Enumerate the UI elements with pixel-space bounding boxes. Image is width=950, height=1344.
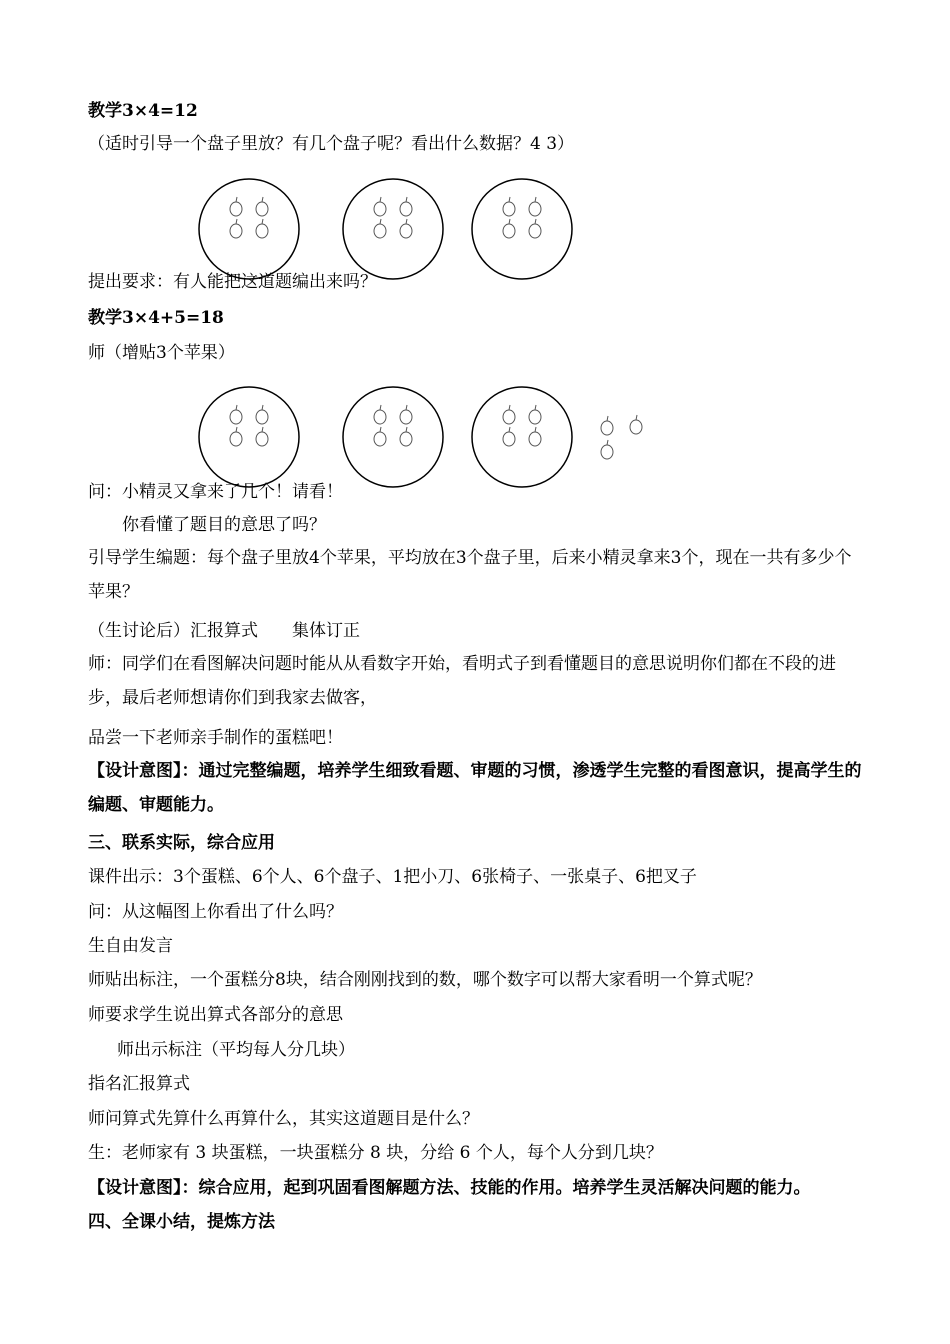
guide-compose-problem: 引导学生编题：每个盘子里放4个苹果，平均放在3个盘子里，后来小精灵拿来3个，现在一共有多少个苹果？ xyxy=(88,548,852,602)
design-intent-2: 【设计意图】：综合应用，起到巩固看图解题方法、技能的作用。培养学生灵活解决问题的能力。 xyxy=(88,1178,811,1198)
plate xyxy=(343,179,443,279)
apple-plates-group xyxy=(199,179,572,279)
apple-icon xyxy=(374,405,386,424)
report-formula-named: 指名汇报算式 xyxy=(88,1074,190,1094)
apple-icon xyxy=(374,219,386,238)
plate xyxy=(472,179,572,279)
apple-icon xyxy=(529,219,541,238)
apple-icon xyxy=(230,197,242,216)
teacher-ask-parts: 师要求学生说出算式各部分的意思 xyxy=(88,1005,343,1025)
teacher-show-label: 师出示标注（平均每人分几块） xyxy=(117,1040,355,1060)
apple-icon xyxy=(601,440,613,459)
plate xyxy=(199,179,299,279)
extra-apples xyxy=(601,415,642,459)
request-text: 提出要求：有人能把这道题编出来吗？ xyxy=(88,272,377,292)
apple-icon xyxy=(400,197,412,216)
apple-icon xyxy=(230,219,242,238)
students-speak: 生自由发言 xyxy=(88,936,173,956)
plate xyxy=(199,387,299,487)
apple-icon xyxy=(529,405,541,424)
question-understand: 你看懂了题目的意思了吗？ xyxy=(122,515,326,535)
apple-plates-group xyxy=(199,387,642,487)
section-three-heading: 三、联系实际，综合应用 xyxy=(88,833,275,853)
section-four-heading: 四、全课小结，提炼方法 xyxy=(88,1212,275,1232)
apple-icon xyxy=(503,197,515,216)
apple-icon xyxy=(630,415,642,434)
apple-icon xyxy=(256,219,268,238)
guide-question: （适时引导一个盘子里放？有几个盘子呢？看出什么数据？4 3） xyxy=(88,134,575,154)
plates-figure-1 xyxy=(0,172,950,282)
apple-icon xyxy=(256,405,268,424)
apple-icon xyxy=(601,416,613,435)
apple-icon xyxy=(400,405,412,424)
apple-icon xyxy=(529,427,541,446)
apple-icon xyxy=(230,405,242,424)
apple-icon xyxy=(503,219,515,238)
question-picture: 问：从这幅图上你看出了什么吗？ xyxy=(88,902,343,922)
heading-teach-3x4-plus-5: 教学3×4+5=18 xyxy=(88,308,224,328)
apple-icon xyxy=(503,427,515,446)
question-elf: 问：小精灵又拿来了几个！请看！ xyxy=(88,482,343,502)
cake-invite: 品尝一下老师亲手制作的蛋糕吧！ xyxy=(88,728,343,748)
apple-icon xyxy=(374,197,386,216)
heading-teach-3x4: 教学3×4=12 xyxy=(88,101,198,121)
plate xyxy=(343,387,443,487)
teacher-label: 师贴出标注，一个蛋糕分8块，结合刚刚找到的数，哪个数字可以帮大家看明一个算式呢？ xyxy=(88,970,762,990)
apple-icon xyxy=(503,405,515,424)
plate xyxy=(472,387,572,487)
plates-figure-2 xyxy=(0,380,950,490)
apple-icon xyxy=(256,427,268,446)
teacher-summary: 师：同学们在看图解决问题时能从从看数字开始，看明式子到看懂题目的意思说明你们都在不段的进步，最后老师想请你们到我家去做客， xyxy=(88,654,836,708)
teacher-ask-order: 师问算式先算什么再算什么，其实这道题目是什么？ xyxy=(88,1109,479,1129)
apple-icon xyxy=(400,219,412,238)
student-answer: 生：老师家有 3 块蛋糕，一块蛋糕分 8 块，分给 6 个人，每个人分到几块？ xyxy=(88,1143,663,1163)
apple-icon xyxy=(256,197,268,216)
design-intent-1: 【设计意图】：通过完整编题，培养学生细致看题、审题的习惯，渗透学生完整的看图意识，提高学生的编题、审题能力。 xyxy=(88,761,862,815)
report-formula: （生讨论后）汇报算式 集体订正 xyxy=(88,621,360,641)
courseware-display: 课件出示：3个蛋糕、6个人、6个盘子、1把小刀、6张椅子、一张桌子、6把叉子 xyxy=(88,867,697,887)
apple-icon xyxy=(230,427,242,446)
apple-icon xyxy=(374,427,386,446)
apple-icon xyxy=(529,197,541,216)
apple-icon xyxy=(400,427,412,446)
teacher-add-apples: 师（增贴3个苹果） xyxy=(88,343,235,363)
